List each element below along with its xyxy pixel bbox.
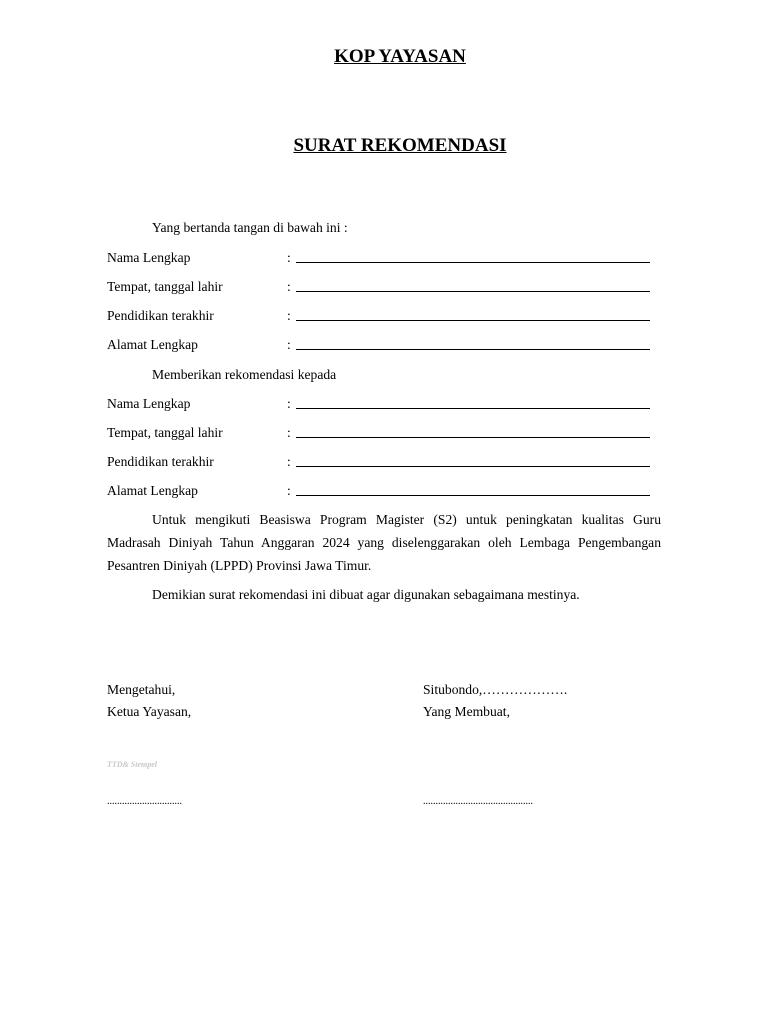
stamp-placeholder: TTD& Stempel [107, 760, 157, 769]
field-colon: : [287, 454, 291, 469]
kop-yayasan-heading: KOP YAYASAN [334, 46, 466, 67]
purpose-paragraph: Untuk mengikuti Beasiswa Program Magister (S2) untuk peningkatan kualitas Guru Madrasah Diniyah Tahun Anggaran 2024 yang diselenggarakan oleh Lembaga Pengembangan Pesantren Diniyah (LPPD) Provinsi Jawa Timur. [107, 512, 661, 573]
field-label: Tempat, tanggal lahir [107, 279, 223, 294]
intro-text: Yang bertanda tangan di bawah ini : [152, 220, 348, 235]
fill-in-line[interactable] [296, 320, 650, 321]
recommend-intro-text: Memberikan rekomendasi kepada [152, 367, 337, 382]
fill-in-line[interactable] [296, 495, 650, 496]
field-label: Pendidikan terakhir [107, 454, 214, 469]
field-label: Alamat Lengkap [107, 483, 198, 498]
field-colon: : [287, 483, 291, 498]
fill-in-line[interactable] [296, 349, 650, 350]
letter-title: SURAT REKOMENDASI [293, 135, 507, 156]
fill-in-line[interactable] [296, 437, 650, 438]
field-label: Nama Lengkap [107, 396, 191, 411]
field-label: Tempat, tanggal lahir [107, 425, 223, 440]
fill-in-line[interactable] [296, 466, 650, 467]
fill-in-line[interactable] [296, 291, 650, 292]
field-colon: : [287, 425, 291, 440]
fill-in-line[interactable] [296, 262, 650, 263]
field-label: Pendidikan terakhir [107, 308, 214, 323]
field-label: Nama Lengkap [107, 250, 191, 265]
fill-in-line[interactable] [296, 408, 650, 409]
right-signature-dots: ............................................ [423, 796, 533, 807]
field-colon: : [287, 396, 291, 411]
place-date-label: Situbondo,………………. [423, 682, 568, 697]
yang-membuat-label: Yang Membuat, [423, 704, 510, 719]
ketua-yayasan-label: Ketua Yayasan, [107, 704, 192, 719]
field-colon: : [287, 308, 291, 323]
field-colon: : [287, 337, 291, 352]
mengetahui-label: Mengetahui, [107, 682, 176, 697]
left-signature-dots: .............................. [107, 796, 182, 807]
field-label: Alamat Lengkap [107, 337, 198, 352]
field-colon: : [287, 279, 291, 294]
closing-paragraph: Demikian surat rekomendasi ini dibuat agar digunakan sebagaimana mestinya. [152, 587, 580, 602]
field-colon: : [287, 250, 291, 265]
